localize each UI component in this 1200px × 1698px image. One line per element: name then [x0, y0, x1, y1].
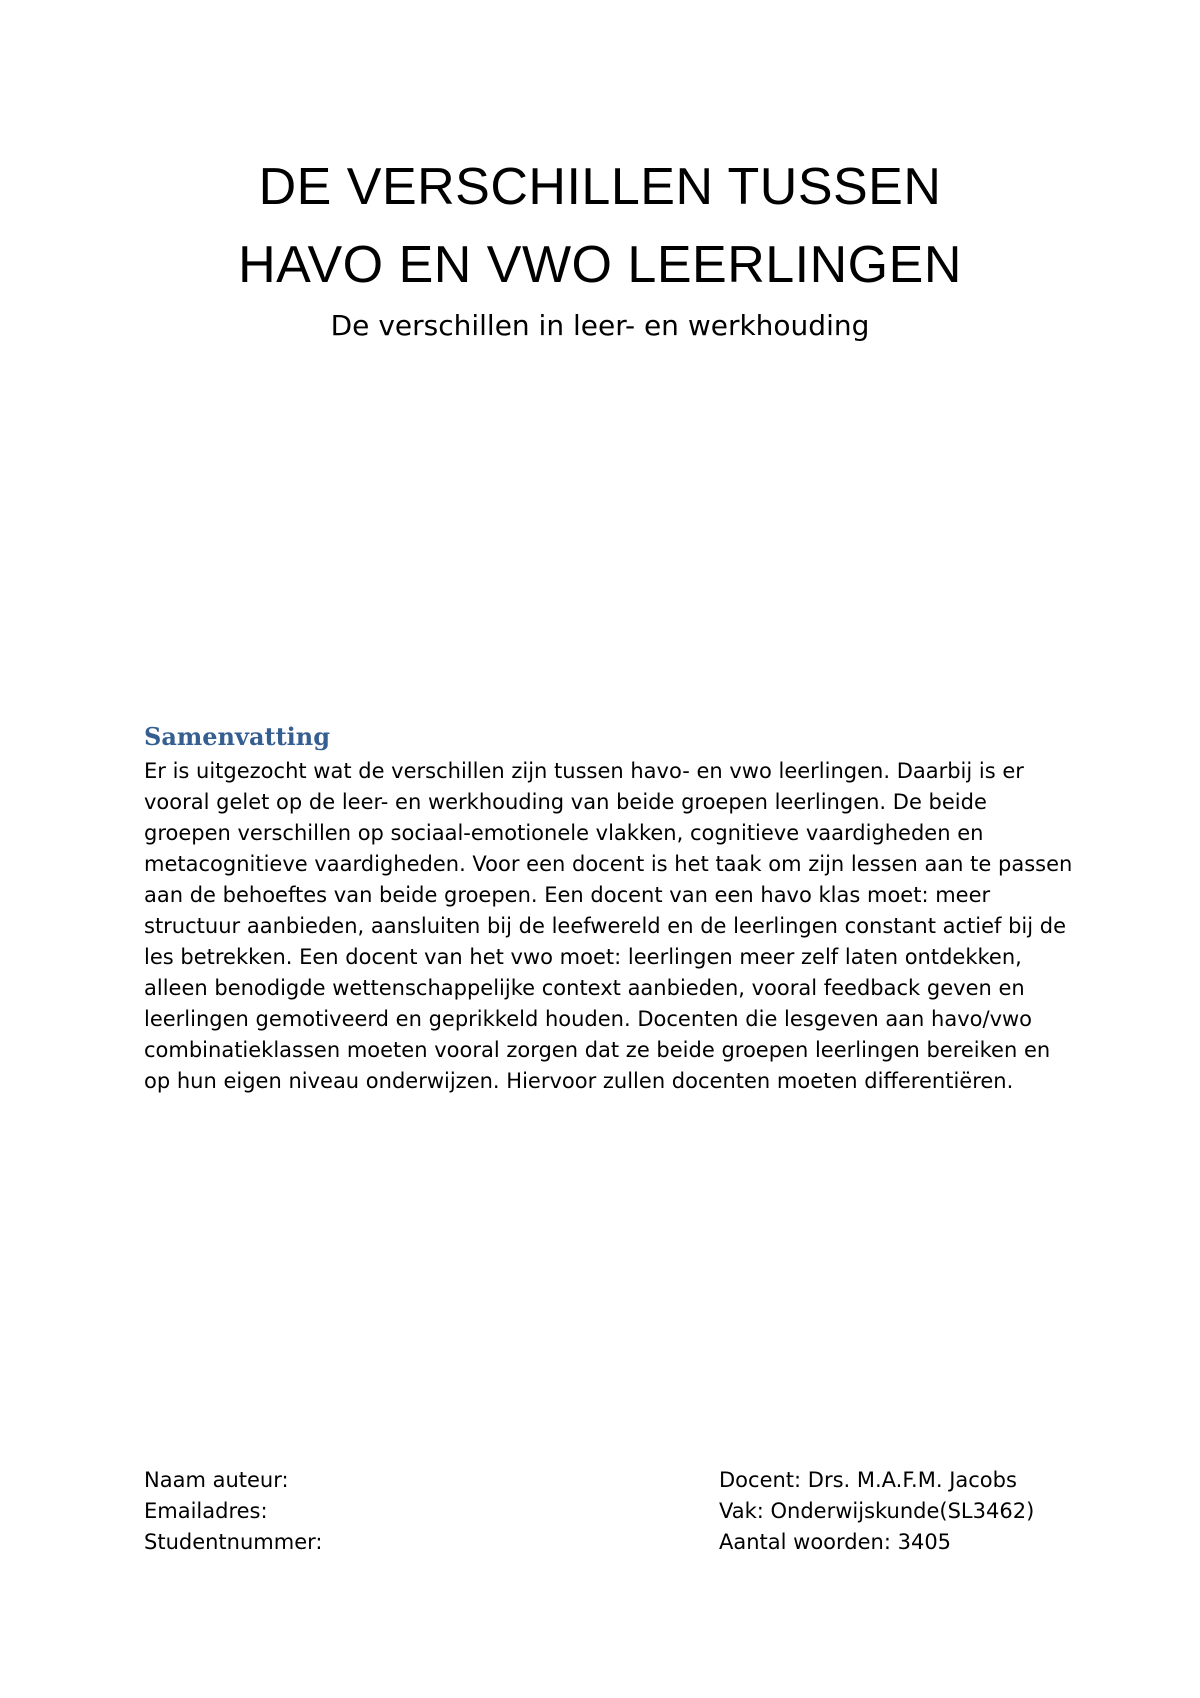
- course-info: [719, 1465, 1034, 1558]
- author-email-label: Emailadres:: [144, 1499, 268, 1523]
- summary-body: Er is uitgezocht wat de verschillen zijn tussen havo- en vwo leerlingen. Daarbij is er vooral gelet op de leer- en werkhouding van beide groepen leerlingen. De beide groepen verschillen op sociaal-emotionele vlakken, cognitieve vaardigheden en metacognitieve vaardigheden. Voor een docent is het taak om zijn lessen aan te passen aan de behoeftes van beide groepen. Een docent van een havo klas moet: meer structuur aanbieden, aansluiten bij de leefwereld en de leerlingen constant actief bij de les betrekken. Een docent van het vwo moet: leerlingen meer zelf laten ontdekken, alleen benodigde wettenschappelijke context aanbieden, vooral feedback geven en leerlingen gemotiveerd en geprikkeld houden. Docenten die lesgeven aan havo/vwo combinatieklassen moeten vooral zorgen dat ze beide groepen leerlingen bereiken en op hun eigen niveau onderwijzen. Hiervoor zullen docenten moeten differentiëren.: [144, 759, 1073, 1093]
- title-line-2: HAVO EN VWO LEERLINGEN: [238, 236, 962, 294]
- author-info: [144, 1465, 322, 1558]
- subject-line: Vak: Onderwijskunde(SL3462): [719, 1499, 1035, 1523]
- teacher-line: Docent: Drs. M.A.F.M. Jacobs: [719, 1468, 1017, 1492]
- title-block: [0, 148, 1200, 346]
- word-count-line: Aantal woorden: 3405: [719, 1530, 952, 1554]
- title-line-1: DE VERSCHILLEN TUSSEN: [258, 158, 942, 216]
- subtitle: De verschillen in leer- en werkhouding: [330, 309, 870, 342]
- summary-heading: Samenvatting: [144, 722, 331, 751]
- author-name-label: Naam auteur:: [144, 1468, 289, 1492]
- summary-section: [144, 720, 1074, 1097]
- student-number-label: Studentnummer:: [144, 1530, 323, 1554]
